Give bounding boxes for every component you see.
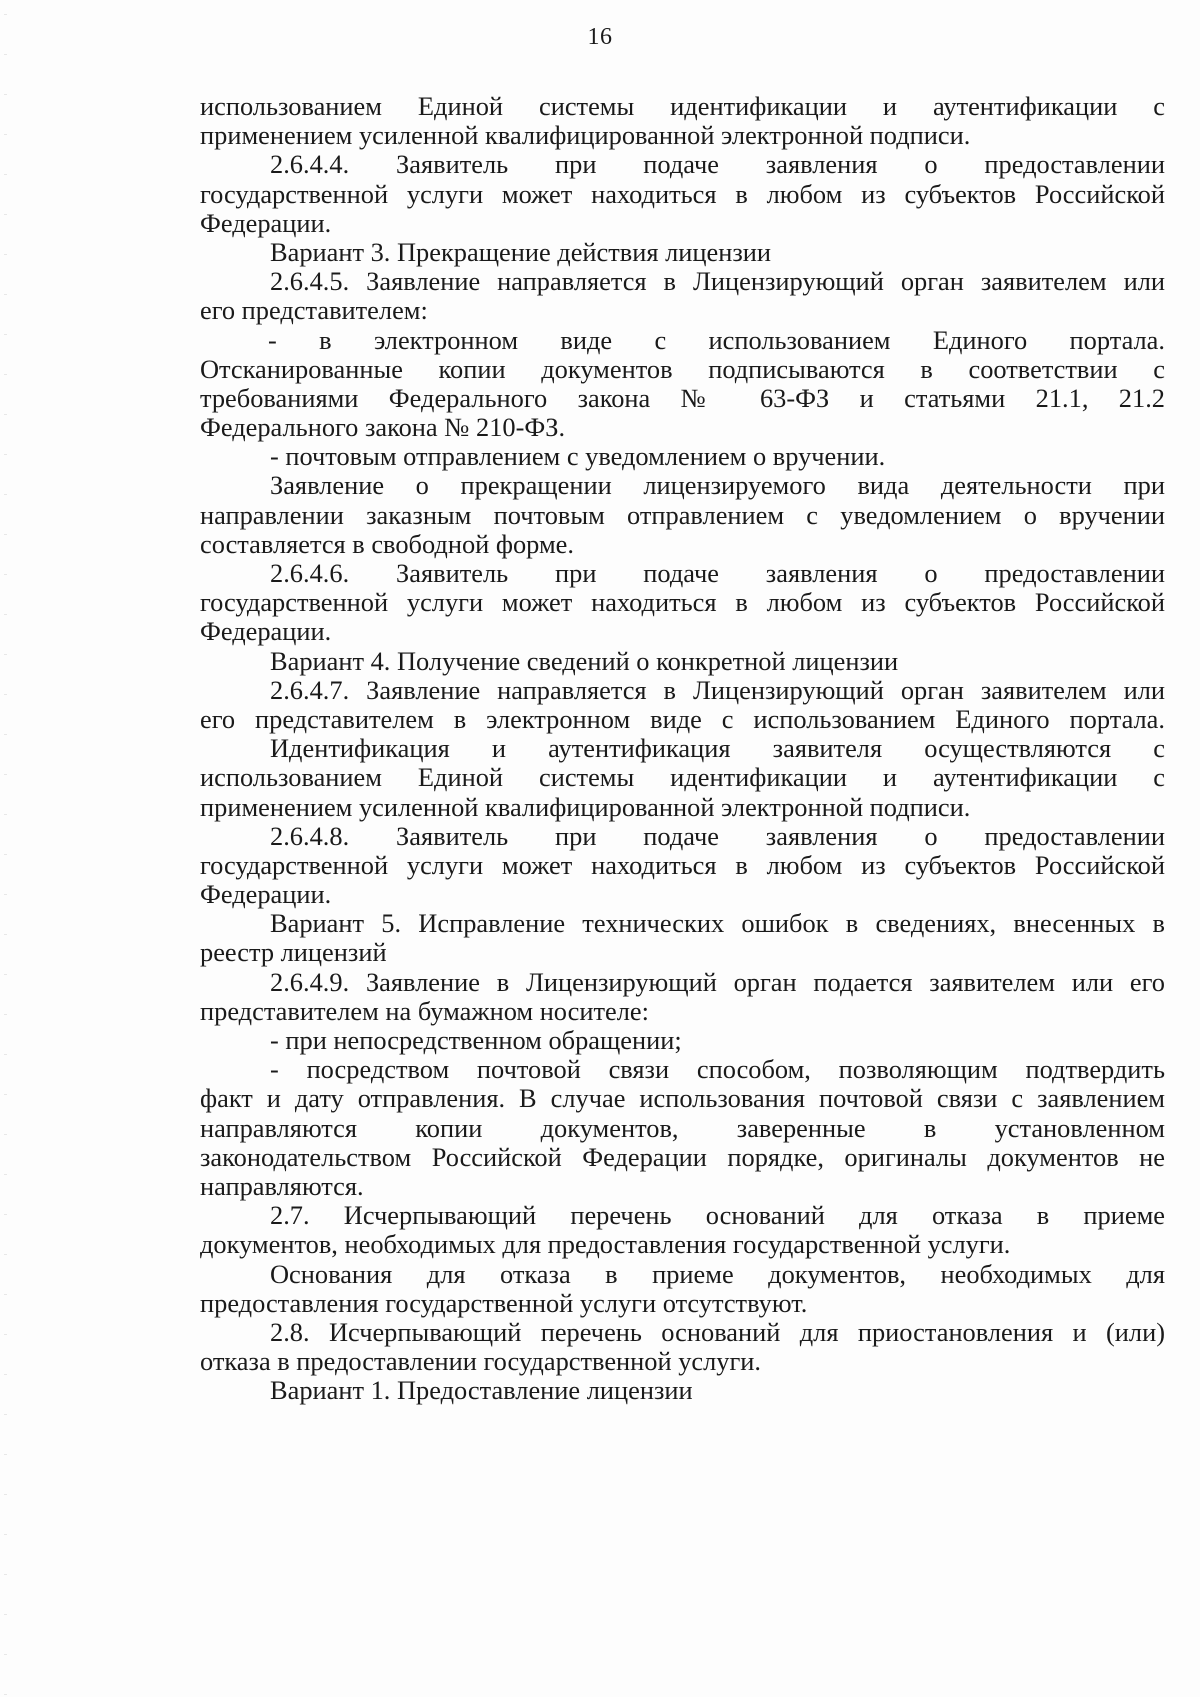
text-line: факт и дату отправления. В случае использования почтовой связи с заявлением <box>200 1083 1165 1114</box>
text-line: 2.6.4.4. Заявитель при подаче заявления о предоставлении <box>270 149 1165 180</box>
text-line: Идентификация и аутентификация заявителя осуществляются с <box>270 733 1165 764</box>
text-line: Основания для отказа в приеме документов, необходимых для <box>270 1258 1165 1289</box>
text-line: Федерации. <box>200 879 332 910</box>
scan-artifact <box>4 0 7 1697</box>
text-line: направлении заказным почтовым отправлением с уведомлением о вручении <box>200 499 1165 530</box>
page-number: 16 <box>587 24 613 50</box>
text-line: 2.6.4.7. Заявление направляется в Лицензирующий орган заявителем или <box>270 674 1165 705</box>
text-line: 2.8. Исчерпывающий перечень оснований для приостановления и (или) <box>270 1316 1165 1347</box>
text-line: отказа в предоставлении государственной услуги. <box>200 1346 762 1377</box>
text-line: - при непосредственном обращении; <box>270 1025 682 1055</box>
text-line: Вариант 1. Предоставление лицензии <box>270 1375 693 1406</box>
text-line: составляется в свободной форме. <box>200 528 574 559</box>
text-line: применением усиленной квалифицированной электронной подписи. <box>200 791 971 822</box>
text-line: - почтовым отправлением с уведомлением о вручении. <box>270 441 886 472</box>
text-line: государственной услуги может находиться в любом из субъектов Российской <box>200 849 1165 880</box>
text-line: Федерации. <box>200 207 332 238</box>
text-line: реестр лицензий <box>200 937 387 968</box>
text-line: Вариант 4. Получение сведений о конкретной лицензии <box>270 645 899 676</box>
text-line: государственной услуги может находиться в любом из субъектов Российской <box>200 178 1165 209</box>
text-line: Отсканированные копии документов подписываются в соответствии с <box>200 353 1165 384</box>
text-line: 2.7. Исчерпывающий перечень оснований для отказа в приеме <box>270 1200 1165 1231</box>
text-line: 2.6.4.5. Заявление направляется в Лицензирующий орган заявителем или <box>270 266 1165 297</box>
text-line: государственной услуги может находиться в любом из субъектов Российской <box>200 587 1165 618</box>
text-line: законодательством Российской Федерации порядке, оригиналы документов не <box>200 1141 1165 1172</box>
text-line: его представителем в электронном виде с использованием Единого портала. <box>200 703 1165 734</box>
text-line: Заявление о прекращении лицензируемого вида деятельности при <box>270 470 1165 501</box>
text-line: Федерации. <box>200 616 332 647</box>
text-line: использованием Единой системы идентификации и аутентификации с <box>200 91 1165 121</box>
text-line: 2.6.4.6. Заявитель при подаче заявления о предоставлении <box>270 558 1165 588</box>
text-line: 2.6.4.8. Заявитель при подаче заявления о предоставлении <box>270 820 1165 851</box>
text-line: предоставления государственной услуги отсутствуют. <box>200 1287 808 1318</box>
text-line: - посредством почтовой связи способом, позволяющим подтвердить <box>270 1054 1165 1085</box>
text-line: Федерального закона № 210-ФЗ. <box>200 412 566 443</box>
text-line: применением усиленной квалифицированной электронной подписи. <box>200 120 971 151</box>
text-line: направляются копии документов, заверенные в установленном <box>200 1112 1165 1143</box>
body-text <box>200 92 1165 1405</box>
text-line: Вариант 5. Исправление технических ошибок в сведениях, внесенных в <box>270 908 1165 939</box>
text-line: направляются. <box>200 1170 364 1201</box>
text-line: - в электронном виде с использованием Единого портала. <box>268 324 1165 355</box>
text-line: использованием Единой системы идентификации и аутентификации с <box>200 762 1165 793</box>
text-line: 2.6.4.9. Заявление в Лицензирующий орган подается заявителем или его <box>270 966 1165 997</box>
text-line: документов, необходимых для предоставления государственной услуги. <box>200 1229 1011 1260</box>
text-line: требованиями Федерального закона № 63-ФЗ и статьями 21.1, 21.2 <box>200 382 1165 413</box>
text-line: представителем на бумажном носителе: <box>200 995 649 1026</box>
text-line: Вариант 3. Прекращение действия лицензии <box>270 236 772 267</box>
text-line: его представителем: <box>200 295 428 326</box>
